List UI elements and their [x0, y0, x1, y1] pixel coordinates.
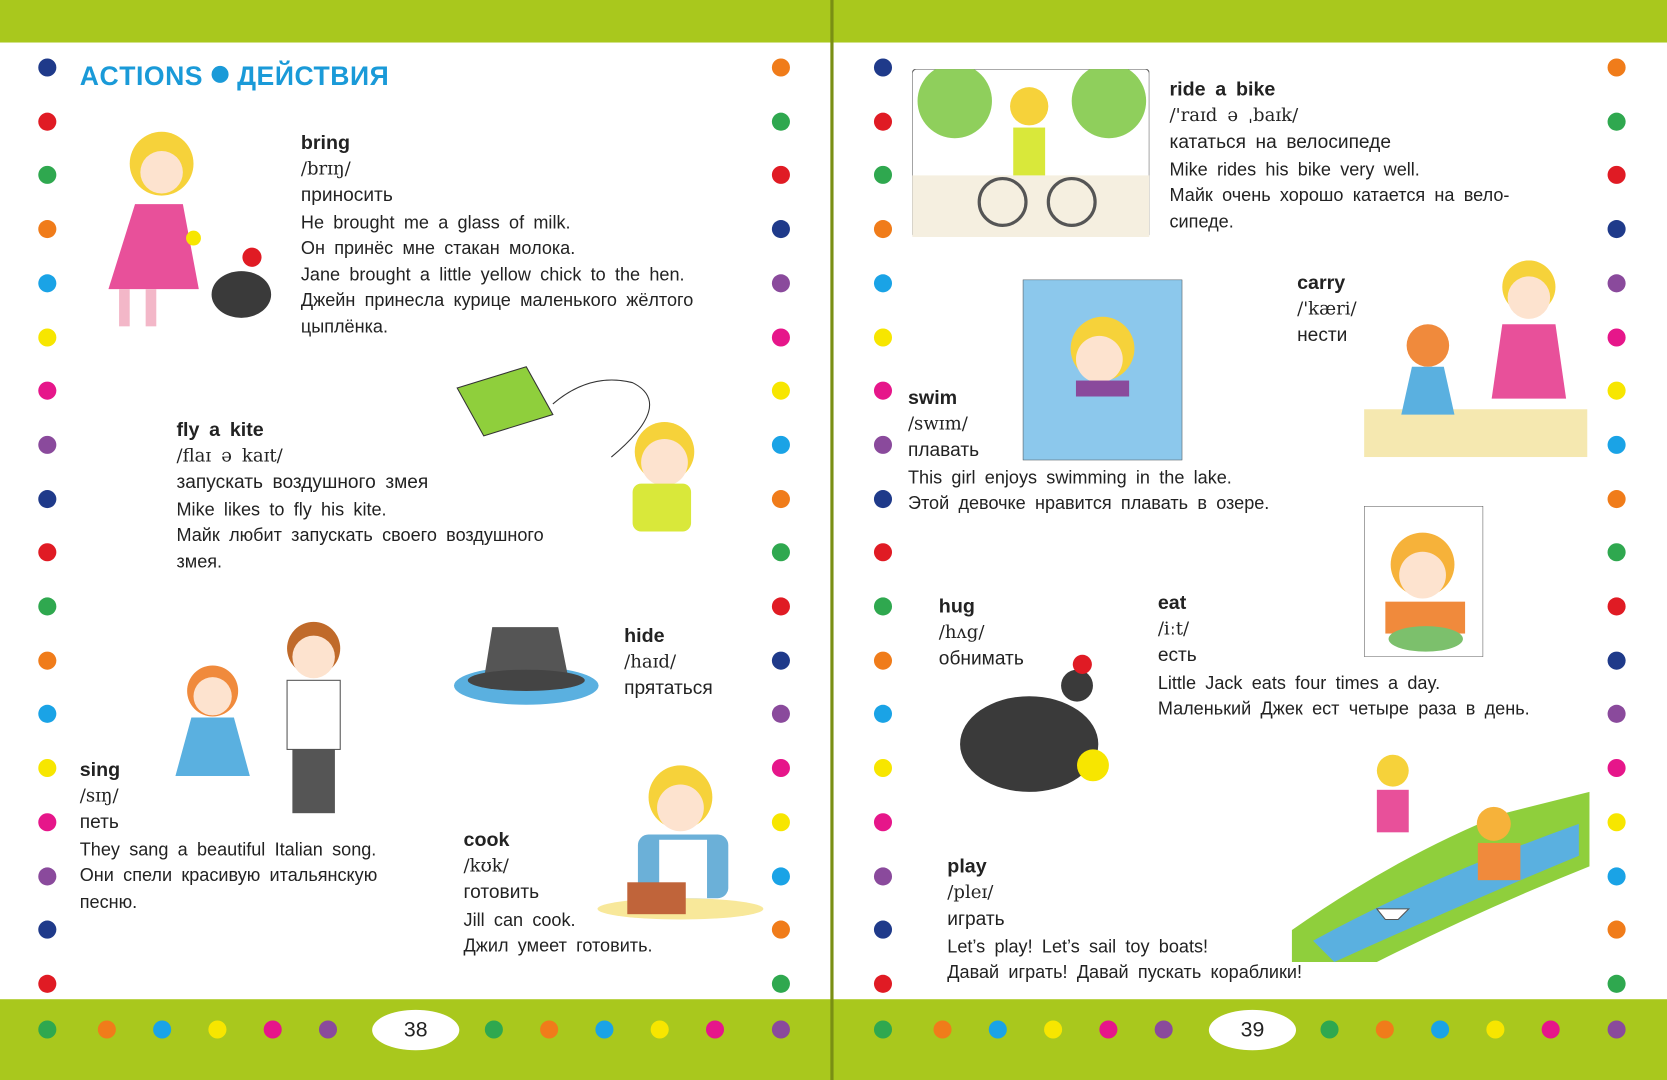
- decorative-dot: [874, 112, 892, 130]
- decorative-dot: [772, 651, 790, 669]
- example: сипеде.: [1169, 211, 1234, 232]
- decorative-dot: [38, 597, 56, 615]
- decorative-dot: [874, 867, 892, 885]
- example: Джил умеет готовить.: [463, 935, 653, 956]
- example: песню.: [79, 891, 138, 912]
- example: Mike likes to fly his kite.: [176, 499, 387, 520]
- decorative-dot: [874, 813, 892, 831]
- decorative-dot: [874, 220, 892, 238]
- example: Let’s play! Let’s sail toy boats!: [947, 935, 1209, 957]
- girls-carrying-illustration: [1364, 260, 1587, 457]
- transcription: /swɪm/: [907, 412, 968, 435]
- decorative-dot: [772, 759, 790, 777]
- decorative-dot: [38, 58, 56, 76]
- decorative-dot: [1608, 921, 1626, 939]
- entry-sing: [80, 757, 378, 915]
- decorative-dot: [1542, 1020, 1560, 1038]
- decorative-dot: [1044, 1020, 1062, 1038]
- decorative-dot: [874, 921, 892, 939]
- word: hug: [938, 594, 975, 617]
- decorative-dot: [772, 597, 790, 615]
- entry-cook: [464, 827, 653, 959]
- example: Он принёс мне стакан молока.: [300, 238, 576, 259]
- decorative-dot: [772, 490, 790, 508]
- transcription: /'raɪd ə ˌbaɪk/: [1169, 104, 1299, 126]
- title-bullet: [212, 66, 229, 83]
- entry-hug: [939, 593, 1024, 673]
- decorative-dot: [1608, 490, 1626, 508]
- decorative-dot: [38, 759, 56, 777]
- transcription: /haɪd/: [624, 651, 677, 673]
- decorative-dot: [772, 220, 790, 238]
- translation: есть: [1157, 644, 1197, 666]
- decorative-dot: [208, 1020, 226, 1038]
- decorative-dot: [989, 1020, 1007, 1038]
- decorative-dot: [874, 544, 892, 562]
- decorative-dot: [1320, 1020, 1338, 1038]
- decorative-dot: [874, 651, 892, 669]
- entry-ride-a-bike: [1170, 77, 1510, 235]
- decorative-dot: [38, 220, 56, 238]
- decorative-dot: [264, 1020, 282, 1038]
- example: змея.: [176, 551, 223, 572]
- decorative-dot: [38, 166, 56, 184]
- example: Давай играть! Давай пускать кораблики!: [947, 962, 1303, 983]
- decorative-dot: [38, 975, 56, 993]
- transcription: /brɪŋ/: [300, 157, 351, 180]
- decorative-dot: [874, 274, 892, 292]
- decorative-dot: [1608, 220, 1626, 238]
- word: sing: [79, 757, 121, 781]
- decorative-dot: [98, 1020, 116, 1038]
- entry-play: [947, 854, 1302, 986]
- decorative-dot: [874, 436, 892, 454]
- entry-fly-a-kite: [176, 417, 543, 575]
- decorative-dot: [1608, 274, 1626, 292]
- decorative-dot: [540, 1020, 558, 1038]
- word: eat: [1157, 591, 1187, 614]
- decorative-dot: [1608, 328, 1626, 346]
- transcription: /flaɪ ə kaɪt/: [176, 444, 283, 467]
- translation: играть: [947, 907, 1005, 930]
- translation: петь: [79, 811, 119, 833]
- decorative-dot: [772, 112, 790, 130]
- decorative-dot: [772, 975, 790, 993]
- example: Jane brought a little yellow chick to the hen.: [300, 264, 685, 285]
- decorative-dot: [1608, 759, 1626, 777]
- translation: кататься на велосипеде: [1169, 130, 1391, 153]
- example: цыплёнка.: [300, 316, 388, 337]
- example: Майк очень хорошо катается на вело-: [1169, 184, 1510, 206]
- decorative-dot: [874, 490, 892, 508]
- decorative-dot: [874, 759, 892, 777]
- translation: запускать воздушного змея: [176, 470, 429, 493]
- decorative-dot: [1376, 1020, 1394, 1038]
- book-spine: [830, 0, 833, 1080]
- decorative-dot: [772, 436, 790, 454]
- word: swim: [907, 385, 958, 409]
- entry-carry: [1297, 270, 1357, 350]
- translation: плавать: [907, 439, 980, 461]
- decorative-dot: [38, 1020, 56, 1038]
- decorative-dot: [38, 382, 56, 400]
- hat-hiding-illustration: [452, 617, 601, 707]
- entry-swim: [908, 385, 1269, 517]
- transcription: /iːt/: [1157, 618, 1190, 640]
- decorative-dot: [1608, 867, 1626, 885]
- title-russian: ДЕЙСТВИЯ: [237, 61, 390, 92]
- decorative-dot: [595, 1020, 613, 1038]
- decorative-dot: [1608, 436, 1626, 454]
- decorative-dot: [38, 490, 56, 508]
- decorative-dot: [1608, 544, 1626, 562]
- word: fly a kite: [176, 417, 264, 441]
- decorative-dot: [38, 112, 56, 130]
- decorative-dot: [874, 597, 892, 615]
- page-number-left: 38: [372, 1010, 459, 1050]
- decorative-dot: [38, 544, 56, 562]
- translation: приносить: [300, 183, 393, 206]
- decorative-dot: [874, 58, 892, 76]
- transcription: /hʌg/: [938, 621, 985, 643]
- example: Этой девочке нравится плавать в озере.: [907, 493, 1270, 514]
- decorative-dot: [153, 1020, 171, 1038]
- transcription: /kʊk/: [463, 855, 509, 877]
- girl-with-hen-illustration: [77, 119, 284, 342]
- example: Джейн принесла курице маленького жёлтого: [300, 290, 694, 311]
- translation: прятаться: [624, 677, 713, 699]
- decorative-dot: [319, 1020, 337, 1038]
- decorative-dot: [772, 921, 790, 939]
- transcription: /sɪŋ/: [79, 785, 119, 807]
- page-title: [80, 62, 390, 93]
- boy-riding-bike-illustration: [912, 69, 1149, 237]
- word: play: [947, 854, 987, 877]
- decorative-dot: [772, 166, 790, 184]
- decorative-dot: [1608, 651, 1626, 669]
- example: Майк любит запускать своего воздушного: [176, 525, 544, 546]
- decorative-dot: [772, 328, 790, 346]
- decorative-dot: [874, 382, 892, 400]
- decorative-dot: [874, 166, 892, 184]
- decorative-dot: [933, 1020, 951, 1038]
- decorative-dot: [38, 921, 56, 939]
- decorative-dot: [772, 544, 790, 562]
- decorative-dot: [874, 975, 892, 993]
- decorative-dot: [485, 1020, 503, 1038]
- decorative-dot: [1608, 705, 1626, 723]
- decorative-dot: [1608, 382, 1626, 400]
- word: carry: [1297, 271, 1346, 294]
- decorative-dot: [1608, 813, 1626, 831]
- example: Mike rides his bike very well.: [1169, 158, 1420, 180]
- example: He brought me a glass of milk.: [300, 212, 571, 233]
- decorative-dot: [772, 705, 790, 723]
- translation: готовить: [463, 881, 540, 903]
- decorative-dot: [706, 1020, 724, 1038]
- decorative-dot: [38, 651, 56, 669]
- example: Они спели красивую итальянскую: [79, 865, 378, 886]
- entry-hide: [624, 623, 713, 703]
- decorative-dot: [651, 1020, 669, 1038]
- translation: обнимать: [938, 647, 1024, 669]
- decorative-dot: [772, 58, 790, 76]
- children-sailing-boats-illustration: [1292, 749, 1590, 962]
- decorative-dot: [772, 1020, 790, 1038]
- entry-eat: [1158, 590, 1530, 722]
- decorative-dot: [1099, 1020, 1117, 1038]
- example: Little Jack eats four times a day.: [1157, 672, 1441, 693]
- translation: нести: [1297, 324, 1348, 346]
- title-english: ACTIONS: [79, 61, 204, 92]
- decorative-dot: [874, 1020, 892, 1038]
- decorative-dot: [38, 274, 56, 292]
- decorative-dot: [1486, 1020, 1504, 1038]
- decorative-dot: [38, 328, 56, 346]
- decorative-dot: [38, 813, 56, 831]
- example: Маленький Джек ест четыре раза в день.: [1157, 698, 1530, 719]
- entry-bring: [301, 130, 693, 340]
- decorative-dot: [874, 705, 892, 723]
- decorative-dot: [772, 867, 790, 885]
- decorative-dot: [38, 705, 56, 723]
- decorative-dot: [1608, 166, 1626, 184]
- page-number-right: 39: [1209, 1010, 1296, 1050]
- decorative-dot: [1608, 1020, 1626, 1038]
- decorative-dot: [38, 436, 56, 454]
- word: bring: [300, 130, 351, 154]
- decorative-dot: [1608, 597, 1626, 615]
- decorative-dot: [772, 382, 790, 400]
- word: cook: [463, 828, 510, 851]
- decorative-dot: [1608, 58, 1626, 76]
- word: ride a bike: [1169, 77, 1276, 100]
- decorative-dot: [772, 813, 790, 831]
- decorative-dot: [1431, 1020, 1449, 1038]
- decorative-dot: [1608, 112, 1626, 130]
- decorative-dot: [38, 867, 56, 885]
- transcription: /pleɪ/: [947, 881, 994, 904]
- example: This girl enjoys swimming in the lake.: [907, 467, 1232, 488]
- example: They sang a beautiful Italian song.: [79, 839, 377, 860]
- decorative-dot: [772, 274, 790, 292]
- word: hide: [624, 623, 665, 647]
- decorative-dot: [1608, 975, 1626, 993]
- decorative-dot: [1155, 1020, 1173, 1038]
- example: Jill can cook.: [463, 909, 576, 930]
- transcription: /'kæri/: [1297, 298, 1357, 320]
- decorative-dot: [874, 328, 892, 346]
